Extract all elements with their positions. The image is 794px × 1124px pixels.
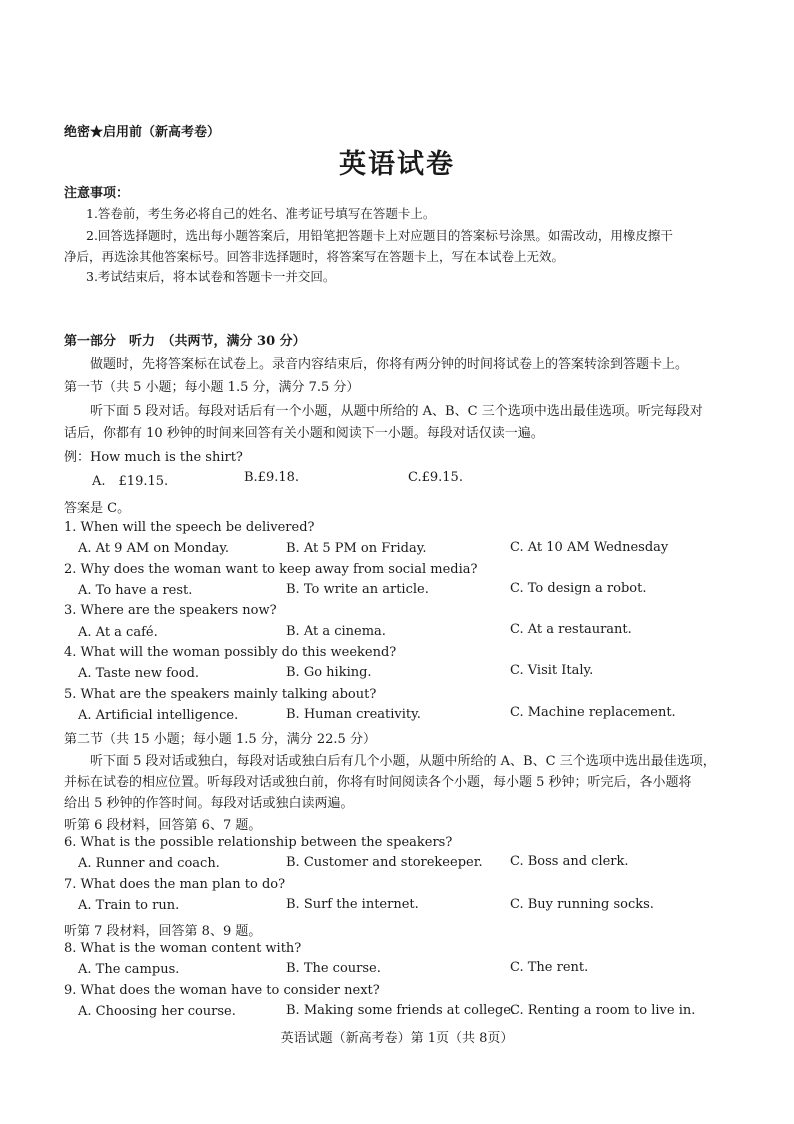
question-4: 4. What will the woman possibly do this weekend? — [64, 645, 397, 660]
q3-option-c: C. At a restaurant. — [510, 622, 632, 637]
q1-option-a: A. At 9 AM on Monday. — [78, 541, 230, 556]
section2-heading: 第二节（共 15 小题；每小题 1.5 分，满分 22.5 分） — [64, 732, 376, 747]
q5-option-c: C. Machine replacement. — [510, 705, 676, 720]
section2-instruction-1: 听下面 5 段对话或独白，每段对话或独白后有几个小题，从题中所给的 A、B、C 三个选项中选出最佳选项， — [90, 754, 716, 769]
q8-option-b: B. The course. — [286, 961, 381, 976]
notice-item-3: 3.考试结束后，将本试卷和答题卡一并交回。 — [86, 269, 336, 284]
section2-instruction-2: 并标在试卷的相应位置。听每段对话或独白前，你将有时间阅读各个小题，每小题 5 秒钟；听完后，各小题将 — [64, 775, 692, 790]
q9-option-c: C. Renting a room to live in. — [510, 1003, 696, 1018]
q4-option-c: C. Visit Italy. — [510, 663, 594, 678]
example-option-b: B.£9.18. — [244, 470, 300, 485]
example-question: 例：How much is the shirt? — [64, 450, 243, 465]
q2-option-b: B. To write an article. — [286, 582, 429, 597]
material-6-label: 听第 6 段材料，回答第 6、7 题。 — [64, 818, 262, 833]
q9-option-b: B. Making some friends at college. — [286, 1003, 516, 1018]
section1-instruction-1: 听下面 5 段对话。每段对话后有一个小题，从题中所给的 A、B、C 三个选项中选出最佳选项。听完每段对 — [90, 404, 703, 419]
q2-option-a: A. To have a rest. — [78, 583, 193, 598]
question-9: 9. What does the woman have to consider next? — [64, 983, 380, 998]
question-6: 6. What is the possible relationship between the speakers? — [64, 835, 453, 850]
q5-option-a: A. Artificial intelligence. — [78, 708, 239, 723]
page-title: 英语试卷 — [339, 149, 455, 180]
section1-heading: 第一节（共 5 小题；每小题 1.5 分，满分 7.5 分） — [64, 380, 360, 395]
notice-item-2-cont: 净后，再选涂其他答案标号。回答非选择题时，将答案写在答题卡上，写在本试卷上无效。 — [64, 249, 565, 264]
example-answer: 答案是 C。 — [64, 501, 131, 516]
q6-option-b: B. Customer and storekeeper. — [286, 855, 483, 870]
notice-item-2: 2.回答选择题时，选出每小题答案后，用铅笔把答题卡上对应题目的答案标号涂黑。如需改动，用橡皮擦干 — [86, 228, 673, 243]
q3-option-a: A. At a café. — [78, 625, 158, 640]
q6-option-a: A. Runner and coach. — [78, 856, 220, 871]
q7-option-a: A. Train to run. — [78, 898, 180, 913]
material-7-label: 听第 7 段材料，回答第 8、9 题。 — [64, 924, 262, 939]
q7-option-c: C. Buy running socks. — [510, 897, 654, 912]
q5-option-b: B. Human creativity. — [286, 707, 421, 722]
q6-option-c: C. Boss and clerk. — [510, 854, 629, 869]
question-7: 7. What does the man plan to do? — [64, 877, 286, 892]
confidential-label: 绝密★启用前（新高考卷） — [64, 125, 221, 140]
example-option-c: C.£9.15. — [408, 470, 463, 485]
notice-heading: 注意事项： — [64, 186, 130, 201]
notice-item-1: 1.答卷前，考生务必将自己的姓名、准考证号填写在答题卡上。 — [86, 206, 436, 221]
q8-option-c: C. The rent. — [510, 960, 589, 975]
q7-option-b: B. Surf the internet. — [286, 897, 419, 912]
example-option-a: A. £19.15. — [92, 474, 169, 489]
q2-option-c: C. To design a robot. — [510, 581, 647, 596]
part1-instruction: 做题时，先将答案标在试卷上。录音内容结束后，你将有两分钟的时间将试卷上的答案转涂到答题卡上。 — [90, 357, 689, 372]
section2-instruction-3: 给出 5 秒钟的作答时间。每段对话或独白读两遍。 — [64, 796, 354, 811]
part1-heading: 第一部分 听力 （共两节，满分 30 分） — [64, 334, 306, 349]
q8-option-a: A. The campus. — [78, 962, 180, 977]
q1-option-c: C. At 10 AM Wednesday — [510, 540, 669, 555]
question-1: 1. When will the speech be delivered? — [64, 520, 315, 535]
question-2: 2. Why does the woman want to keep away from social media? — [64, 562, 478, 577]
q4-option-a: A. Taste new food. — [78, 666, 200, 681]
question-8: 8. What is the woman content with? — [64, 941, 302, 956]
q3-option-b: B. At a cinema. — [286, 624, 386, 639]
q1-option-b: B. At 5 PM on Friday. — [286, 541, 427, 556]
question-3: 3. Where are the speakers now? — [64, 603, 277, 618]
question-5: 5. What are the speakers mainly talking about? — [64, 687, 377, 702]
q4-option-b: B. Go hiking. — [286, 665, 372, 680]
q9-option-a: A. Choosing her course. — [78, 1004, 236, 1019]
page-footer: 英语试题（新高考卷）第 1页（共 8页） — [280, 1031, 514, 1046]
section1-instruction-2: 话后，你都有 10 秒钟的时间来回答有关小题和阅读下一小题。每段对话仅读一遍。 — [64, 426, 544, 441]
